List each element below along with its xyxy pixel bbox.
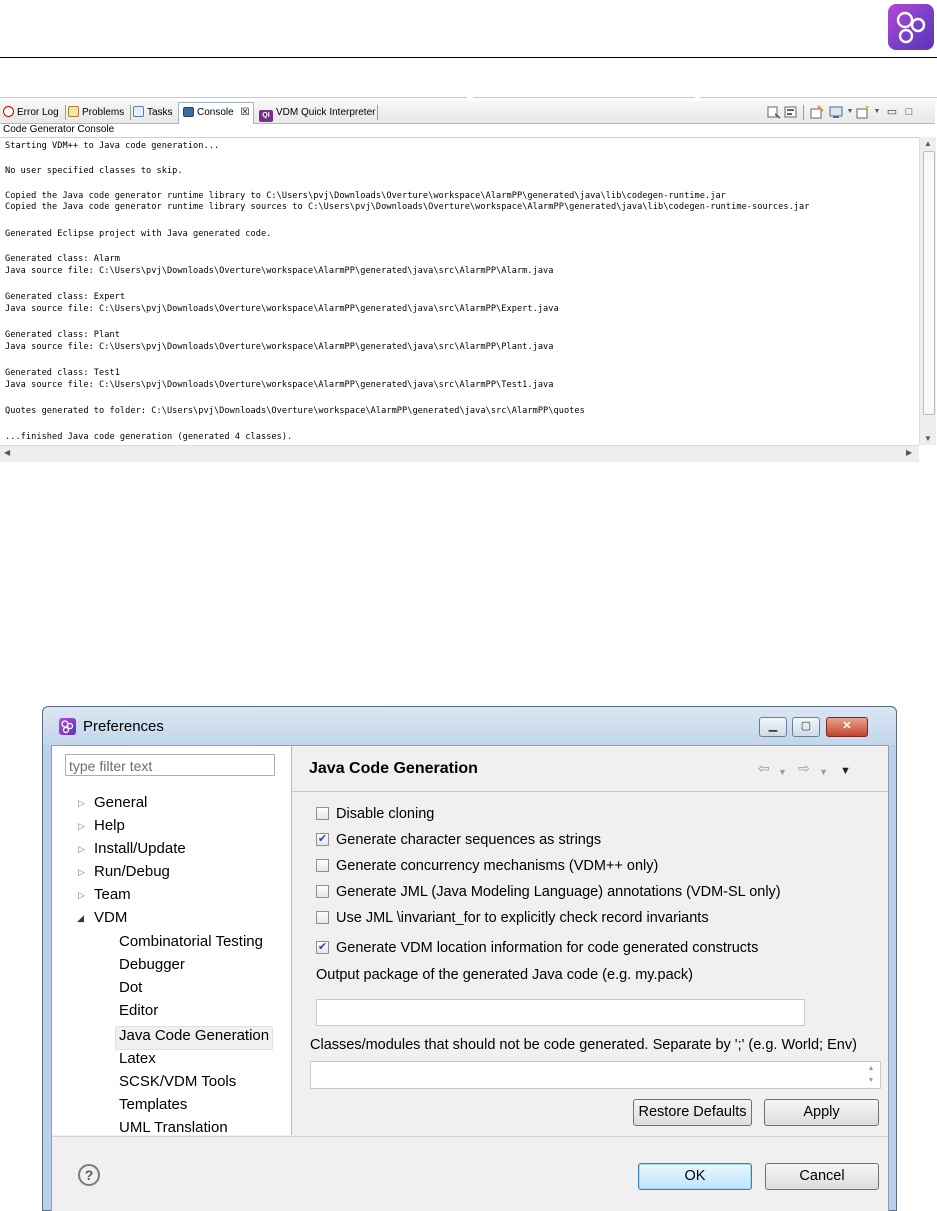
help-icon[interactable]: ? bbox=[78, 1164, 100, 1186]
tab-problems[interactable] bbox=[68, 103, 124, 122]
minimize-button[interactable]: ▁ bbox=[759, 717, 787, 737]
apply-button[interactable]: Apply bbox=[764, 1099, 879, 1126]
console-icon bbox=[183, 107, 194, 117]
chevron-down-icon[interactable]: ▼ bbox=[846, 108, 854, 115]
chevron-down-icon[interactable]: ▼ bbox=[819, 767, 828, 777]
console-line: No user specified classes to skip. bbox=[5, 166, 183, 176]
preference-page bbox=[292, 746, 888, 1135]
scroll-up-icon[interactable]: ▲ bbox=[924, 139, 932, 148]
tree-item-scsk-vdm-tools[interactable]: SCSK/VDM Tools bbox=[119, 1073, 237, 1090]
scroll-right-icon[interactable]: ▶ bbox=[906, 448, 913, 457]
console-line: Java source file: C:\Users\pvj\Downloads\Overture\workspace\AlarmPP\generated\java\src\AlarmPP\Test1.java bbox=[5, 380, 554, 390]
tree-item-run-debug[interactable]: Run/Debug bbox=[94, 863, 170, 880]
console-line: Copied the Java code generator runtime library to C:\Users\pvj\Downloads\Overture\workspace\AlarmPP\generated\java\lib\codegen-runtime.jar bbox=[5, 191, 726, 201]
option-label: Generate concurrency mechanisms (VDM++ only) bbox=[336, 858, 659, 874]
tab-label: Console bbox=[197, 107, 234, 118]
checkbox-checked[interactable]: ✔ bbox=[317, 833, 328, 845]
tree-item-general[interactable]: General bbox=[94, 794, 148, 811]
skip-classes-input[interactable] bbox=[310, 1061, 881, 1089]
horizontal-scrollbar[interactable] bbox=[0, 445, 919, 462]
page-title: Java Code Generation bbox=[309, 760, 478, 777]
divider bbox=[0, 97, 467, 98]
filter-input[interactable]: type filter text bbox=[65, 754, 275, 776]
dialog-title-bar[interactable] bbox=[43, 707, 896, 745]
tree-item-editor[interactable]: Editor bbox=[119, 1002, 159, 1019]
console-line: ...finished Java code generation (generated 4 classes). bbox=[5, 432, 293, 442]
divider bbox=[473, 97, 695, 98]
tree-item-latex[interactable]: Latex bbox=[119, 1050, 156, 1067]
console-line: Generated class: Test1 bbox=[5, 368, 120, 378]
preference-tree-pane bbox=[52, 746, 292, 1135]
console-line: Generated Eclipse project with Java generated code. bbox=[5, 229, 272, 239]
problems-icon bbox=[68, 106, 79, 117]
text-scroll-arrows-icon[interactable]: ▲ ▼ bbox=[867, 1065, 875, 1084]
minimize-view-icon[interactable]: ▭ bbox=[886, 106, 898, 118]
ok-button[interactable]: OK bbox=[638, 1163, 752, 1190]
chevron-down-icon[interactable]: ▼ bbox=[873, 108, 881, 115]
tab-separator bbox=[377, 105, 378, 120]
tree-item-uml-translation[interactable]: UML Translation bbox=[119, 1119, 228, 1136]
console-output[interactable] bbox=[0, 137, 919, 446]
option-label: Generate character sequences as strings bbox=[336, 832, 602, 848]
tree-item-debugger[interactable]: Debugger bbox=[119, 956, 185, 973]
tree-item-vdm[interactable]: VDM bbox=[94, 909, 128, 926]
toolbar-separator bbox=[803, 105, 804, 120]
tab-label: Error Log bbox=[17, 107, 59, 118]
tab-separator bbox=[65, 105, 66, 120]
option-label: Use JML \invariant_for to explicitly check record invariants bbox=[336, 910, 709, 926]
expand-arrow-icon[interactable]: ▷ bbox=[78, 844, 85, 854]
maximize-view-icon[interactable]: □ bbox=[905, 106, 913, 118]
tree-item-team[interactable]: Team bbox=[94, 886, 131, 903]
forward-arrow-icon[interactable]: ⇨ bbox=[798, 760, 810, 776]
tab-separator bbox=[130, 105, 131, 120]
expand-arrow-icon[interactable]: ▷ bbox=[78, 798, 85, 808]
collapse-arrow-icon[interactable]: ◢ bbox=[77, 913, 84, 923]
tasks-icon bbox=[133, 106, 144, 117]
divider bbox=[700, 97, 937, 98]
expand-arrow-icon[interactable]: ▷ bbox=[78, 821, 85, 831]
tree-item-combinatorial-testing[interactable]: Combinatorial Testing bbox=[119, 933, 263, 950]
expand-arrow-icon[interactable]: ▷ bbox=[78, 867, 85, 877]
pin-console-icon[interactable] bbox=[810, 105, 824, 119]
checkbox[interactable] bbox=[316, 911, 329, 924]
scrollbar-thumb[interactable] bbox=[923, 151, 935, 415]
console-line: Generated class: Plant bbox=[5, 330, 120, 340]
chevron-down-icon[interactable]: ▼ bbox=[778, 767, 787, 777]
console-line: Java source file: C:\Users\pvj\Downloads\Overture\workspace\AlarmPP\generated\java\src\AlarmPP\Expert.java bbox=[5, 304, 559, 314]
scroll-lock-icon[interactable] bbox=[784, 105, 798, 119]
dialog-button-bar bbox=[52, 1136, 888, 1211]
console-line: Copied the Java code generator runtime library sources to C:\Users\pvj\Downloads\Overture\workspace\AlarmPP\generated\java\lib\codegen-runtime-sources.jar bbox=[5, 202, 810, 212]
preferences-dialog bbox=[42, 706, 897, 1211]
quick-interpreter-icon: QI bbox=[259, 110, 273, 122]
option-label: Generate VDM location information for code generated constructs bbox=[336, 940, 759, 956]
header-rule bbox=[0, 57, 937, 58]
tree-item-java-code-generation[interactable]: Java Code Generation bbox=[119, 1027, 270, 1044]
tab-tasks[interactable] bbox=[133, 103, 173, 122]
console-name: Code Generator Console bbox=[3, 124, 115, 135]
tree-item-templates[interactable]: Templates bbox=[119, 1096, 188, 1113]
tree-item-install-update[interactable]: Install/Update bbox=[94, 840, 186, 857]
scroll-down-icon[interactable]: ▼ bbox=[924, 434, 932, 443]
scroll-left-icon[interactable]: ◀ bbox=[4, 448, 11, 457]
console-line: Java source file: C:\Users\pvj\Downloads\Overture\workspace\AlarmPP\generated\java\src\AlarmPP\Alarm.java bbox=[5, 266, 554, 276]
back-arrow-icon[interactable]: ⇦ bbox=[758, 760, 770, 776]
cancel-button[interactable]: Cancel bbox=[765, 1163, 879, 1190]
expand-arrow-icon[interactable]: ▷ bbox=[78, 890, 85, 900]
close-button[interactable]: ✕ bbox=[826, 717, 868, 737]
display-console-icon[interactable] bbox=[829, 105, 843, 119]
overture-logo bbox=[888, 4, 934, 50]
clear-console-icon[interactable] bbox=[767, 105, 781, 119]
tab-console[interactable] bbox=[178, 102, 254, 124]
vertical-scrollbar[interactable] bbox=[919, 137, 936, 445]
close-icon[interactable]: ☒ bbox=[240, 107, 250, 118]
option-label: Generate JML (Java Modeling Language) annotations (VDM-SL only) bbox=[336, 884, 781, 900]
maximize-button[interactable]: ▢ bbox=[792, 717, 820, 737]
console-view bbox=[0, 101, 935, 462]
checkbox-checked[interactable]: ✔ bbox=[317, 941, 328, 953]
dialog-title: Preferences bbox=[83, 718, 164, 735]
option-label: Disable cloning bbox=[336, 806, 435, 822]
output-package-label: Output package of the generated Java code (e.g. my.pack) bbox=[316, 967, 693, 983]
console-line: Starting VDM++ to Java code generation... bbox=[5, 141, 220, 151]
console-line: Quotes generated to folder: C:\Users\pvj\Downloads\Overture\workspace\AlarmPP\generated\java\src\AlarmPP\quotes bbox=[5, 406, 585, 416]
output-package-input[interactable] bbox=[316, 999, 805, 1026]
checkbox[interactable] bbox=[316, 885, 329, 898]
tab-label: Problems bbox=[82, 107, 125, 118]
new-console-icon[interactable] bbox=[856, 105, 870, 119]
checkbox[interactable] bbox=[316, 807, 329, 820]
tree-item-dot[interactable]: Dot bbox=[119, 979, 143, 996]
tab-error-log[interactable] bbox=[3, 103, 59, 122]
skip-classes-label: Classes/modules that should not be code generated. Separate by ';' (e.g. World; Env) bbox=[310, 1037, 857, 1053]
checkbox[interactable] bbox=[316, 859, 329, 872]
view-tab-bar bbox=[0, 101, 935, 124]
console-line: Generated class: Expert bbox=[5, 292, 126, 302]
title-divider bbox=[292, 791, 888, 792]
preferences-icon bbox=[59, 718, 76, 735]
tab-label: VDM Quick Interpreter bbox=[276, 107, 376, 118]
dialog-client-area bbox=[51, 745, 889, 1211]
tab-label: Tasks bbox=[147, 107, 173, 118]
tree-item-help[interactable]: Help bbox=[94, 817, 125, 834]
console-line: Java source file: C:\Users\pvj\Downloads\Overture\workspace\AlarmPP\generated\java\src\AlarmPP\Plant.java bbox=[5, 342, 554, 352]
console-line: Generated class: Alarm bbox=[5, 254, 120, 264]
view-menu-icon[interactable]: ▼ bbox=[840, 765, 851, 777]
tab-vdm-quick-interpreter[interactable] bbox=[259, 103, 375, 122]
restore-defaults-button[interactable]: Restore Defaults bbox=[633, 1099, 752, 1126]
error-log-icon bbox=[3, 106, 14, 117]
